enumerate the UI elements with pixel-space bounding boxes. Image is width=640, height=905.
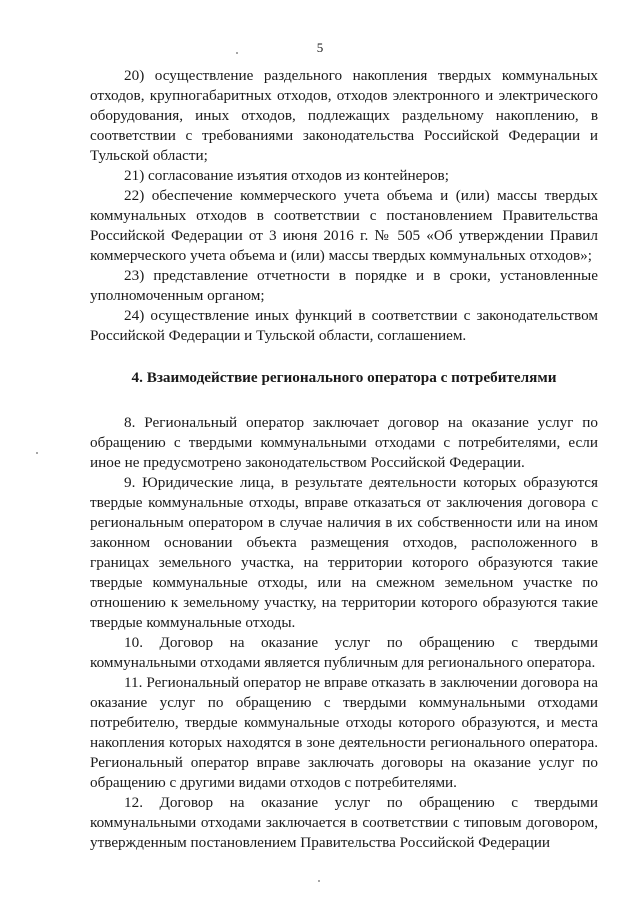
page-number: 5 [316, 40, 324, 55]
section-heading: 4. Взаимодействие регионального оператора с потребителями [131, 369, 557, 386]
paragraph-clause-10: 10. Договор на оказание услуг по обращению с твердыми коммунальными отходами является публичным для регионального оператора. [90, 634, 598, 671]
paragraph-item-24: 24) осуществление иных функций в соответствии с законодательством Российской Федерации и Тульской области, соглашением. [90, 307, 598, 344]
document-body [90, 66, 598, 853]
paragraph-clause-8: 8. Региональный оператор заключает договор на оказание услуг по обращению с твердыми коммунальными отходами с потребителями, если иное не предусмотрено законодательством Российской Федерации. [90, 414, 598, 471]
paragraph-item-20: 20) осуществление раздельного накопления твердых коммунальных отходов, крупногабаритных отходов, отходов электронного и электрического оборудования, иных отходов, подлежащих раздельному накоплению, в соответствии с требованиями законодательства Российской Федерации и Тульской области; [90, 67, 598, 164]
paragraph-clause-11: 11. Региональный оператор не вправе отказать в заключении договора на оказание услуг по обращению с твердыми коммунальными отходами потребителю, твердые коммунальные отходы которого образуются, и места накопления которых находятся в зоне деятельности регионального оператора. Региональный оператор вправе заключать договоры на оказание услуг по обращению с другими видами отходов с потребителями. [90, 674, 598, 791]
paragraph-clause-12: 12. Договор на оказание услуг по обращению с твердыми коммунальными отходами заключается в соответствии с типовым договором, утвержденным постановлением Правительства Российской Федерации [90, 794, 598, 851]
paragraph-item-22: 22) обеспечение коммерческого учета объема и (или) массы твердых коммунальных отходов в соответствии с постановлением Правительства Российской Федерации от 3 июня 2016 г. № 505 «Об утверждении Правил коммерческого учета объема и (или) массы твердых коммунальных отходов»; [90, 187, 598, 264]
paragraph-item-21: 21) согласование изъятия отходов из контейнеров; [124, 167, 449, 184]
scan-speck [236, 52, 238, 54]
scan-speck [318, 880, 320, 882]
paragraph-item-23: 23) представление отчетности в порядке и в сроки, установленные уполномоченным органом; [90, 267, 598, 304]
paragraph-clause-9: 9. Юридические лица, в результате деятельности которых образуются твердые коммунальные отходы, вправе отказаться от заключения договора с региональным оператором в случае наличия в их собственности или на ином законном основании объекта размещения отходов, расположенного в границах земельного участка, на территории которого образуются такие твердые коммунальные отходы, или на смежном земельном участке по отношению к земельному участку, на территории которого образуются такие твердые коммунальные отходы. [90, 474, 598, 631]
scan-speck [36, 452, 38, 454]
